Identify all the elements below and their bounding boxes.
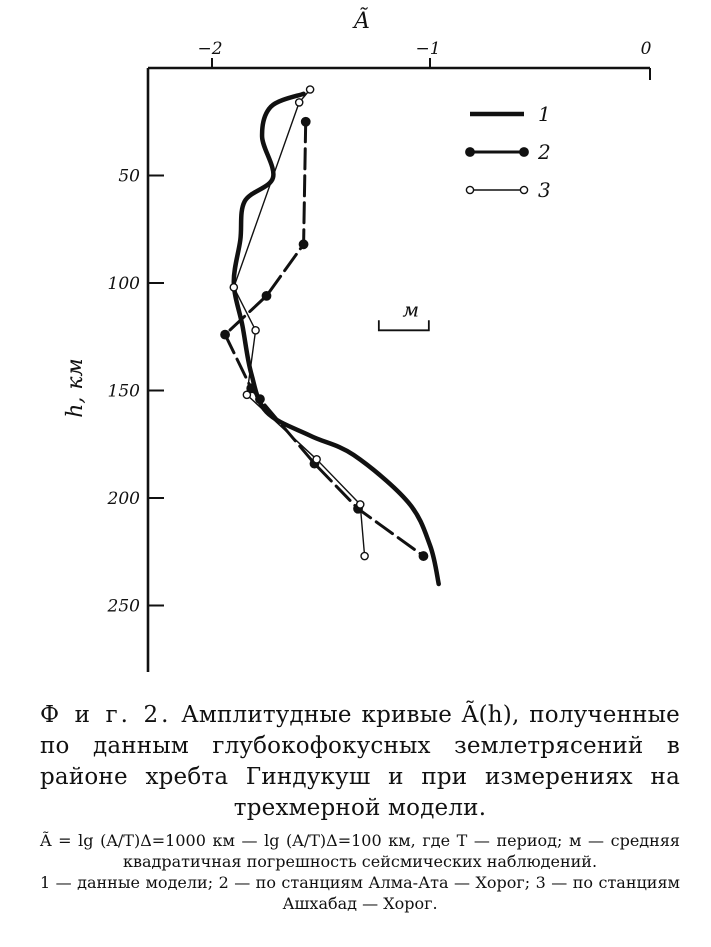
figure-caption [40,700,680,914]
error-bar-annotation [379,297,429,330]
x-tick-label-0: −2 [197,39,223,59]
error-bar-bracket-0 [379,320,429,330]
x-ticks [197,39,651,68]
x-tick-label-1: −1 [415,39,441,59]
legend-label-1: 1 [538,102,551,126]
y-tick-label-4: 250 [107,596,140,617]
y-axis-title: h, км [63,358,88,418]
series-3-point-0 [307,86,314,93]
legend-marker-2-1 [520,148,528,156]
series-2-point-0 [302,118,310,126]
series-1-line [234,94,439,584]
legend-marker-2-0 [466,148,474,156]
series-2-point-3 [221,330,229,338]
series-2-point-5 [256,395,264,403]
error-bar-label-0: м [402,297,420,322]
caption-title [40,700,680,824]
legend-marker-3-1 [520,186,527,193]
caption-legend-text: 1 — данные модели; 2 — по станциям Алма-Ата — Хорог; 3 — по станциям Ашхабад — Хорог. [40,873,680,913]
series-2-point-8 [419,552,427,560]
series-layer [221,86,439,584]
x-axis-title: Ã [354,9,370,34]
series-3-point-5 [313,456,320,463]
y-ticks [107,167,164,617]
y-tick-label-2: 150 [107,381,140,402]
series-2-point-2 [262,292,270,300]
caption-figure-number: Ф и г. 2. [40,702,172,728]
series-2-point-1 [299,240,307,248]
series-3-point-2 [230,284,237,291]
series-3-point-4 [243,391,250,398]
y-tick-label-1: 100 [107,274,140,294]
series-3-point-7 [361,552,368,559]
x-tick-label-2: 0 [640,39,652,59]
caption-body [40,830,680,914]
y-tick-label-3: 200 [107,489,140,509]
y-tick-label-0: 50 [118,166,140,187]
legend-label-2: 2 [538,140,551,164]
legend [466,102,551,202]
series-3-line [234,90,365,557]
series-3-point-6 [357,501,364,508]
legend-marker-3-0 [466,186,473,193]
caption-title-text: Амплитудные кривые Ã(h), полученные по данным глубокофокусных землетрясений в районе хребта Гиндукуш и при измерениях на трехмерной модели. [40,702,680,821]
caption-formula: Ã = lg (A/T)Δ=1000 км — lg (A/T)Δ=100 км, где T — период; м — средняя квадратичная погрешность сейсмических наблюдений. [40,831,680,871]
series-3-point-3 [252,327,259,334]
series-3-point-1 [296,99,303,106]
axes [148,68,650,672]
legend-label-3: 3 [538,178,551,202]
